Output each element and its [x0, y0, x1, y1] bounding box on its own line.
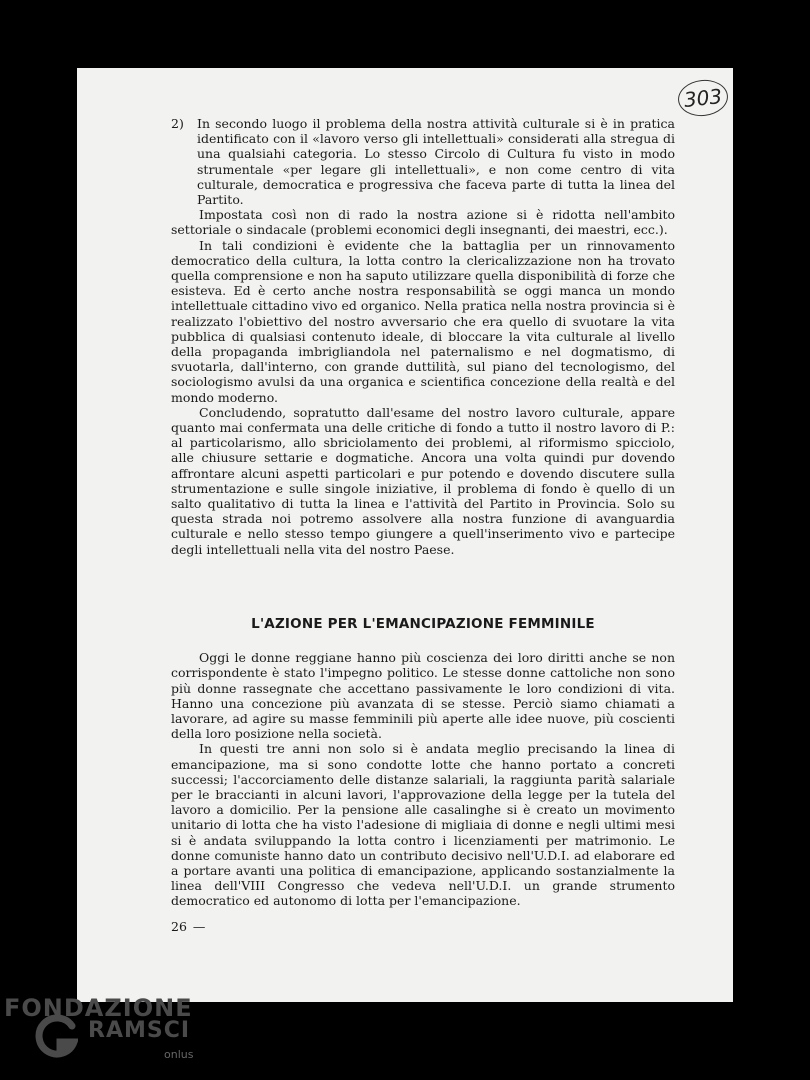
document-page: [77, 68, 733, 1002]
page-number: [171, 919, 675, 934]
logo-line1: FONDAZIONE: [4, 994, 193, 1022]
paragraph: Impostata così non di rado la nostra azione si è ridotta nell'ambito settoriale o sindacale (problemi economici degli insegnanti, dei maestri, ecc.).: [171, 207, 675, 238]
item-number: 2): [171, 116, 184, 131]
item-text: In secondo luogo il problema della nostra attività culturale si è in pratica identificato con il «lavoro verso gli intellettuali» considerati alla stregua di una qualsiahi categoria. Lo stesso Circolo di Cultura fu visto in modo strumentale «per legare gli intellettuali», e non come centro di vita culturale, democratica e progressiva che faceva parte di tutta la linea del Partito.: [197, 116, 675, 208]
section-title: L'AZIONE PER L'EMANCIPAZIONE FEMMINILE: [251, 615, 595, 632]
logo-line2: RAMSCI: [88, 1018, 191, 1043]
page-content: [171, 116, 675, 934]
paragraph: Oggi le donne reggiane hanno più coscienza dei loro diritti anche se non corrispondente è stato l'impegno politico. Le stesse donne cattoliche non sono più donne rassegnate che accettano passivamente le loro condizioni di vita. Hanno una concezione più avanzata di se stesse. Perciò siamo chiamati a lavorare, ad agire su masse femminili più aperte alle idee nuove, più coscienti della loro posizione nella società.: [171, 650, 675, 742]
numbered-item-2: [171, 116, 675, 207]
paragraph: In questi tre anni non solo si è andata meglio precisando la linea di emancipazione, ma si sono condotte lotte che hanno portato a concreti successi; l'accorciamento delle distanze salariali, la raggiunta parità salariale per le braccianti in alcuni lavori, l'approvazione della legge per la tutela del lavoro a domicilio. Per la pensione alle casalinghe si è creato un movimento unitario di lotta che ha visto l'adesione di migliaia di donne e negli ultimi mesi si è andata sviluppando la lotta contro i licenziamenti per matrimonio. Le donne comuniste hanno dato un contributo decisivo nell'U.D.I. ad elaborare ed a portare avanti una politica di emancipazione, applicando sostanzialmente la linea dell'VIII Congresso che vedeva nell'U.D.I. un grande strumento democratico ed autonomo di lotta per l'emancipazione.: [171, 741, 675, 909]
handwritten-page-annotation: 303: [676, 77, 729, 118]
page-number-value: 26: [171, 918, 187, 934]
page-number-dash: —: [192, 918, 206, 934]
logo-g-icon: [34, 1014, 78, 1060]
paragraph: Concludendo, sopratutto dall'esame del nostro lavoro culturale, appare quanto mai confermata una delle critiche di fondo a tutto il nostro lavoro di P.: al particolarismo, allo sbriciolamento dei problemi, al riformismo spicciolo, alle chiusure settarie e dogmatiche. Ancora una volta quindi pur dovendo affrontare alcuni aspetti particolari e pur potendo e dovendo discutere sulla strumentazione e sulle singole iniziative, il problema di fondo è quello di un salto qualitativo di tutta la linea e l'attività del Partito in Provincia. Solo su questa strada noi potremo assolvere alla nostra funzione di avanguardia culturale e nello stesso tempo giungere a quell'inserimento vivo e partecipe degli intellettuali nella vita del nostro Paese.: [171, 404, 675, 557]
paragraph: In tali condizioni è evidente che la battaglia per un rinnovamento democratico della cultura, la lotta contro la clericalizzazione non ha trovato quella comprensione e non ha saputo utilizzare quella disponibilità di forze che esisteva. Ed è certo anche nostra responsabilità se oggi manca un mondo intellettuale cittadino vivo ed organico. Nella pratica nella nostra provincia si è realizzato l'obiettivo del nostro avversario che era quello di svuotare la vita pubblica di qualsiasi contenuto ideale, di bloccare la vita culturale al livello della propaganda imbrigliandola nel paternalismo e nel dogmatismo, di svuotarla, dall'interno, con grande duttilità, sul piano del tecnologismo, del sociologismo avulsi da una organica e scientifica concezione della realtà e del mondo moderno.: [171, 237, 675, 405]
logo-suffix: onlus: [164, 1048, 194, 1061]
fondazione-gramsci-logo: [0, 990, 260, 1080]
